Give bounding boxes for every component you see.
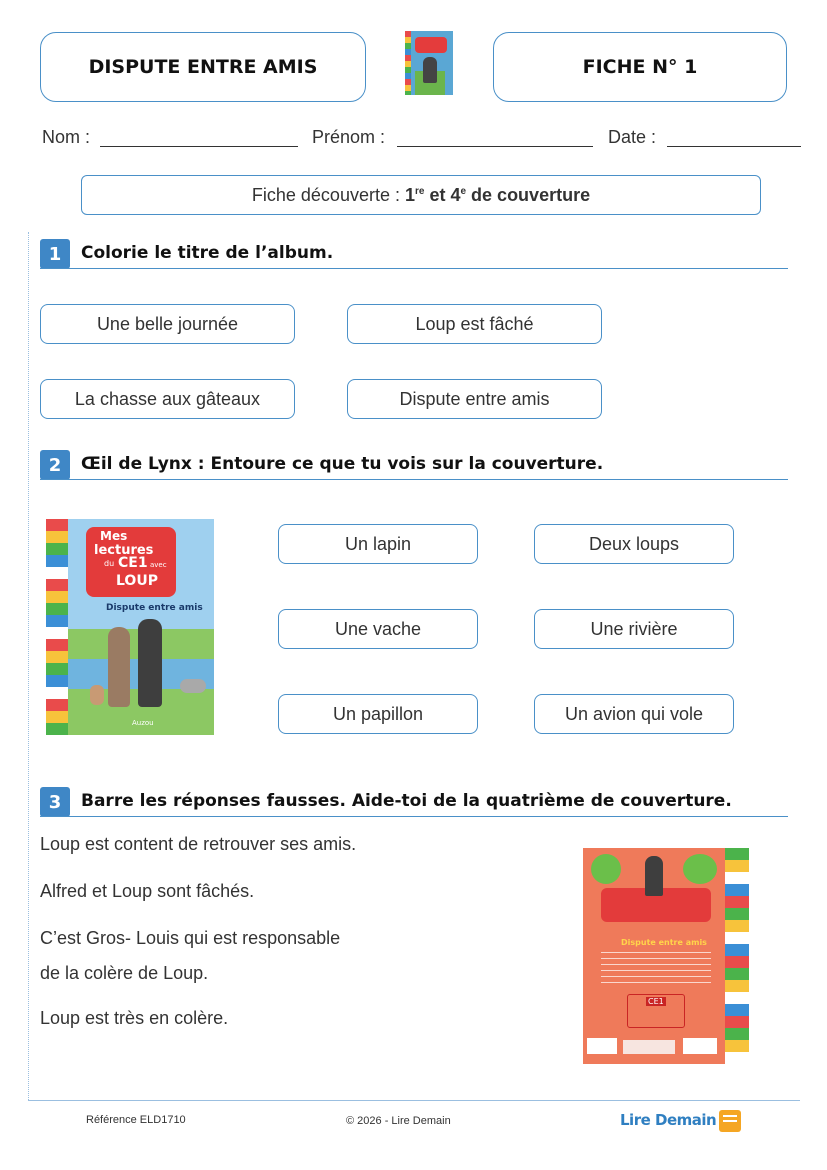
album-title: DISPUTE ENTRE AMIS bbox=[88, 56, 318, 78]
cover-subtitle: Dispute entre amis bbox=[106, 603, 203, 613]
date-field[interactable] bbox=[667, 146, 801, 147]
section-1-number: 1 bbox=[40, 239, 70, 269]
footer-copyright: © 2026 - Lire Demain bbox=[346, 1115, 451, 1127]
section-3-title: Barre les réponses fausses. Aide-toi de la quatrième de couverture. bbox=[81, 791, 732, 811]
title-option[interactable]: Loup est fâché bbox=[347, 304, 602, 344]
title-option[interactable]: Dispute entre amis bbox=[347, 379, 602, 419]
cover-thumbnail bbox=[405, 31, 453, 95]
cover-publisher: Auzou bbox=[132, 719, 154, 727]
cover-series-4: CE1 bbox=[118, 555, 148, 571]
cover-series-5: avec bbox=[150, 561, 167, 569]
statement[interactable]: Alfred et Loup sont fâchés. bbox=[40, 881, 255, 901]
section-1-rule bbox=[40, 268, 788, 269]
observation-option[interactable]: Une rivière bbox=[534, 609, 734, 649]
back-cover-heading: Dispute entre amis bbox=[621, 938, 707, 947]
cover-series-1: Mes bbox=[100, 529, 128, 543]
back-cover-level: CE1 bbox=[648, 997, 664, 1006]
statement[interactable]: C’est Gros- Louis qui est responsable bbox=[40, 928, 341, 948]
observation-option[interactable]: Un avion qui vole bbox=[534, 694, 734, 734]
nom-label: Nom : bbox=[42, 127, 91, 147]
section-2-title: Œil de Lynx : Entoure ce que tu vois sur la couverture. bbox=[81, 454, 604, 474]
margin-guide bbox=[28, 232, 29, 1100]
footer-rule bbox=[28, 1100, 800, 1101]
statement[interactable]: Loup est très en colère. bbox=[40, 1008, 229, 1028]
observation-option[interactable]: Deux loups bbox=[534, 524, 734, 564]
statement[interactable]: de la colère de Loup. bbox=[40, 963, 209, 983]
statement[interactable]: Loup est content de retrouver ses amis. bbox=[40, 834, 357, 854]
section-2-rule bbox=[40, 479, 788, 480]
sheet-subtitle-box bbox=[81, 175, 761, 215]
section-2-number: 2 bbox=[40, 450, 70, 480]
sheet-number: FICHE N° 1 bbox=[582, 56, 698, 78]
date-label: Date : bbox=[608, 127, 657, 147]
section-1-title: Colorie le titre de l’album. bbox=[81, 243, 334, 263]
sheet-number-box bbox=[493, 32, 787, 102]
prenom-label: Prénom : bbox=[312, 127, 386, 147]
front-cover-image bbox=[46, 519, 214, 735]
footer-reference: Référence ELD1710 bbox=[86, 1114, 186, 1126]
observation-option[interactable]: Une vache bbox=[278, 609, 478, 649]
cover-series-2: lectures bbox=[94, 543, 154, 558]
brand-logo[interactable]: Lire Demain bbox=[620, 1111, 717, 1129]
observation-option[interactable]: Un papillon bbox=[278, 694, 478, 734]
book-icon bbox=[719, 1110, 741, 1132]
prenom-field[interactable] bbox=[397, 146, 593, 147]
section-3-number: 3 bbox=[40, 787, 70, 817]
nom-field[interactable] bbox=[100, 146, 298, 147]
observation-option[interactable]: Un lapin bbox=[278, 524, 478, 564]
title-option[interactable]: La chasse aux gâteaux bbox=[40, 379, 295, 419]
cover-series-6: LOUP bbox=[116, 573, 158, 589]
title-option[interactable]: Une belle journée bbox=[40, 304, 295, 344]
back-cover-image bbox=[583, 848, 749, 1064]
cover-series-3: du bbox=[104, 559, 115, 568]
section-3-rule bbox=[40, 816, 788, 817]
album-title-box bbox=[40, 32, 366, 102]
sheet-subtitle: Fiche découverte : 1re et 4e de couverture bbox=[251, 184, 591, 205]
